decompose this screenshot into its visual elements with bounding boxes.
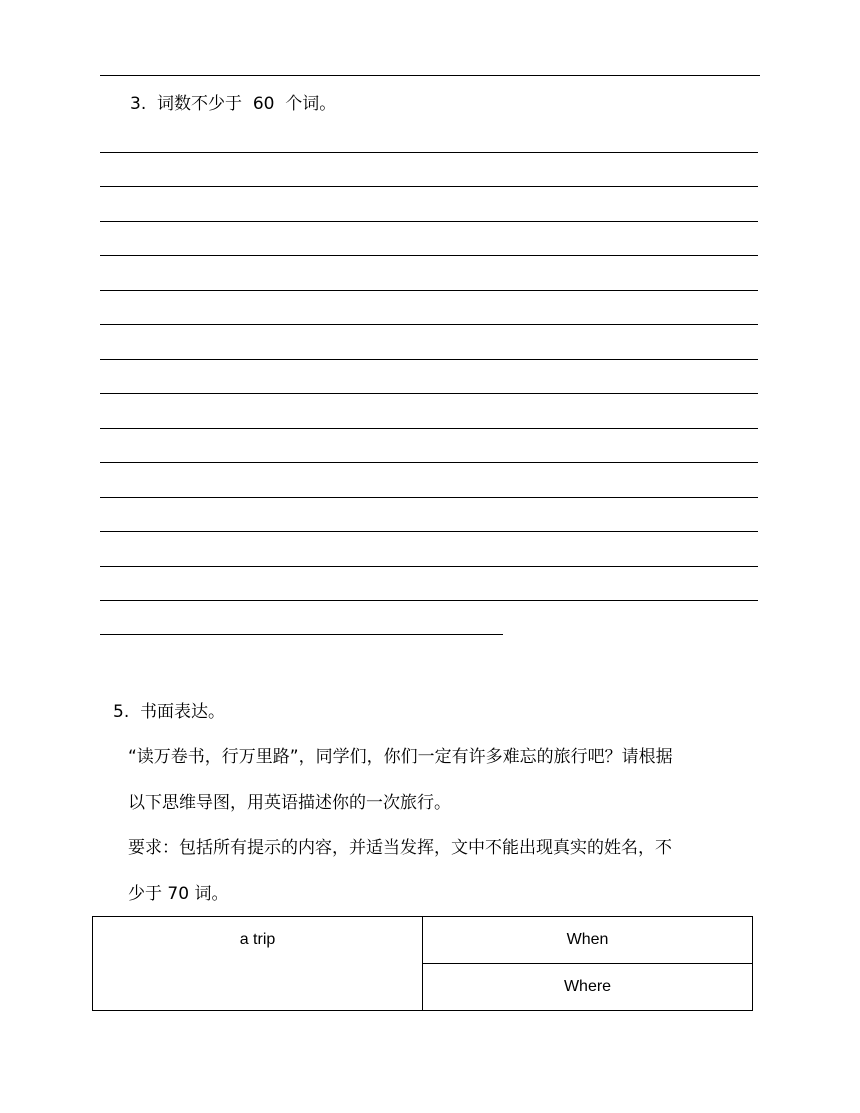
writing-line[interactable]	[100, 324, 758, 325]
writing-line[interactable]	[100, 566, 758, 567]
mindmap-table	[92, 916, 753, 1011]
writing-line[interactable]	[100, 462, 758, 463]
writing-line[interactable]	[100, 152, 758, 153]
question-5-title: 5. 书面表达。	[113, 702, 226, 722]
writing-line[interactable]	[100, 531, 758, 532]
mindmap-branch-label: When	[566, 931, 609, 948]
writing-line[interactable]	[100, 255, 758, 256]
mindmap-center-cell	[93, 917, 423, 1011]
question-5-prompt-line-1: “读万卷书，行万里路”，同学们，你们一定有许多难忘的旅行吧？请根据	[128, 747, 673, 767]
writing-line[interactable]	[100, 600, 758, 601]
writing-line[interactable]	[100, 359, 758, 360]
top-divider	[100, 75, 760, 76]
writing-line-last[interactable]	[100, 634, 503, 635]
mindmap-center-label: a trip	[239, 931, 276, 948]
mindmap-branch-when	[423, 917, 753, 964]
question-5-requirement-line-2: 少于 70 词。	[128, 884, 229, 904]
writing-line[interactable]	[100, 221, 758, 222]
writing-line[interactable]	[100, 428, 758, 429]
question-5-requirement-line-1: 要求：包括所有提示的内容，并适当发挥，文中不能出现真实的姓名，不	[128, 838, 672, 858]
writing-line[interactable]	[100, 497, 758, 498]
question-5-prompt-line-2: 以下思维导图，用英语描述你的一次旅行。	[128, 793, 451, 813]
word-count-requirement: 3. 词数不少于 60 个词。	[130, 94, 337, 114]
writing-line[interactable]	[100, 393, 758, 394]
mindmap-branch-label: Where	[563, 978, 612, 995]
writing-line[interactable]	[100, 290, 758, 291]
mindmap-branch-where	[423, 964, 753, 1011]
writing-line[interactable]	[100, 186, 758, 187]
